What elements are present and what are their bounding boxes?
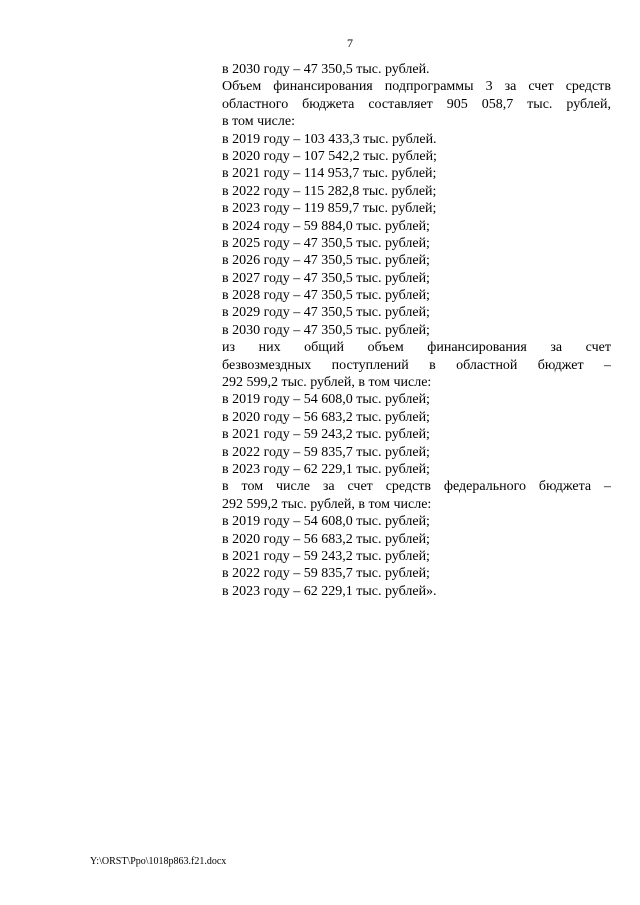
text-line: в 2020 году – 107 542,2 тыс. рублей;	[222, 148, 437, 164]
text-line: в 2021 году – 59 243,2 тыс. рублей;	[222, 427, 430, 443]
text-line: в 2021 году – 59 243,2 тыс. рублей;	[222, 548, 430, 564]
text-line: в 2020 году – 56 683,2 тыс. рублей;	[222, 531, 430, 547]
text-line: в 2027 году – 47 350,5 тыс. рублей;	[222, 270, 430, 286]
text-line: в 2030 году – 47 350,5 тыс. рублей;	[222, 322, 430, 338]
document-body	[222, 61, 611, 600]
text-line: 292 599,2 тыс. рублей, в том числе:	[222, 375, 432, 391]
text-line: в 2030 году – 47 350,5 тыс. рублей.	[222, 62, 430, 77]
text-line: в 2022 году – 59 835,7 тыс. рублей;	[222, 566, 430, 582]
text-line: в 2019 году – 103 433,3 тыс. рублей.	[222, 131, 437, 147]
page-number: 7	[347, 36, 353, 50]
text-line: в 2020 году – 56 683,2 тыс. рублей;	[222, 409, 430, 425]
text-line: в 2025 году – 47 350,5 тыс. рублей;	[222, 235, 430, 251]
text-line: Объем финансирования подпрограммы 3 за счет средств	[222, 79, 611, 95]
text-line: в 2022 году – 115 282,8 тыс. рублей;	[222, 183, 437, 199]
text-line: в 2023 году – 62 229,1 тыс. рублей;	[222, 461, 430, 477]
text-line: 292 599,2 тыс. рублей, в том числе:	[222, 496, 432, 512]
text-line: в 2022 году – 59 835,7 тыс. рублей;	[222, 444, 430, 460]
text-line: в 2023 году – 119 859,7 тыс. рублей;	[222, 201, 437, 217]
text-line: из них общий объем финансирования за счет	[222, 340, 611, 356]
text-line: областного бюджета составляет 905 058,7 тыс. рублей,	[222, 96, 611, 112]
text-line: в 2026 году – 47 350,5 тыс. рублей;	[222, 253, 430, 269]
text-line: в 2019 году – 54 608,0 тыс. рублей;	[222, 392, 430, 408]
text-line: в 2019 году – 54 608,0 тыс. рублей;	[222, 514, 430, 530]
text-line: в 2021 году – 114 953,7 тыс. рублей;	[222, 166, 437, 182]
text-line: в том числе:	[222, 114, 295, 130]
text-line: в 2029 году – 47 350,5 тыс. рублей;	[222, 305, 430, 321]
footer-file-path: Y:\ORST\Ppo\1018p863.f21.docx	[90, 856, 227, 867]
text-line: в 2024 году – 59 884,0 тыс. рублей;	[222, 218, 430, 234]
text-line: в том числе за счет средств федерального бюджета –	[222, 479, 611, 495]
text-line: в 2023 году – 62 229,1 тыс. рублей».	[222, 583, 437, 599]
text-line: безвозмездных поступлений в областной бюджет –	[222, 357, 611, 373]
text-line: в 2028 году – 47 350,5 тыс. рублей;	[222, 288, 430, 304]
